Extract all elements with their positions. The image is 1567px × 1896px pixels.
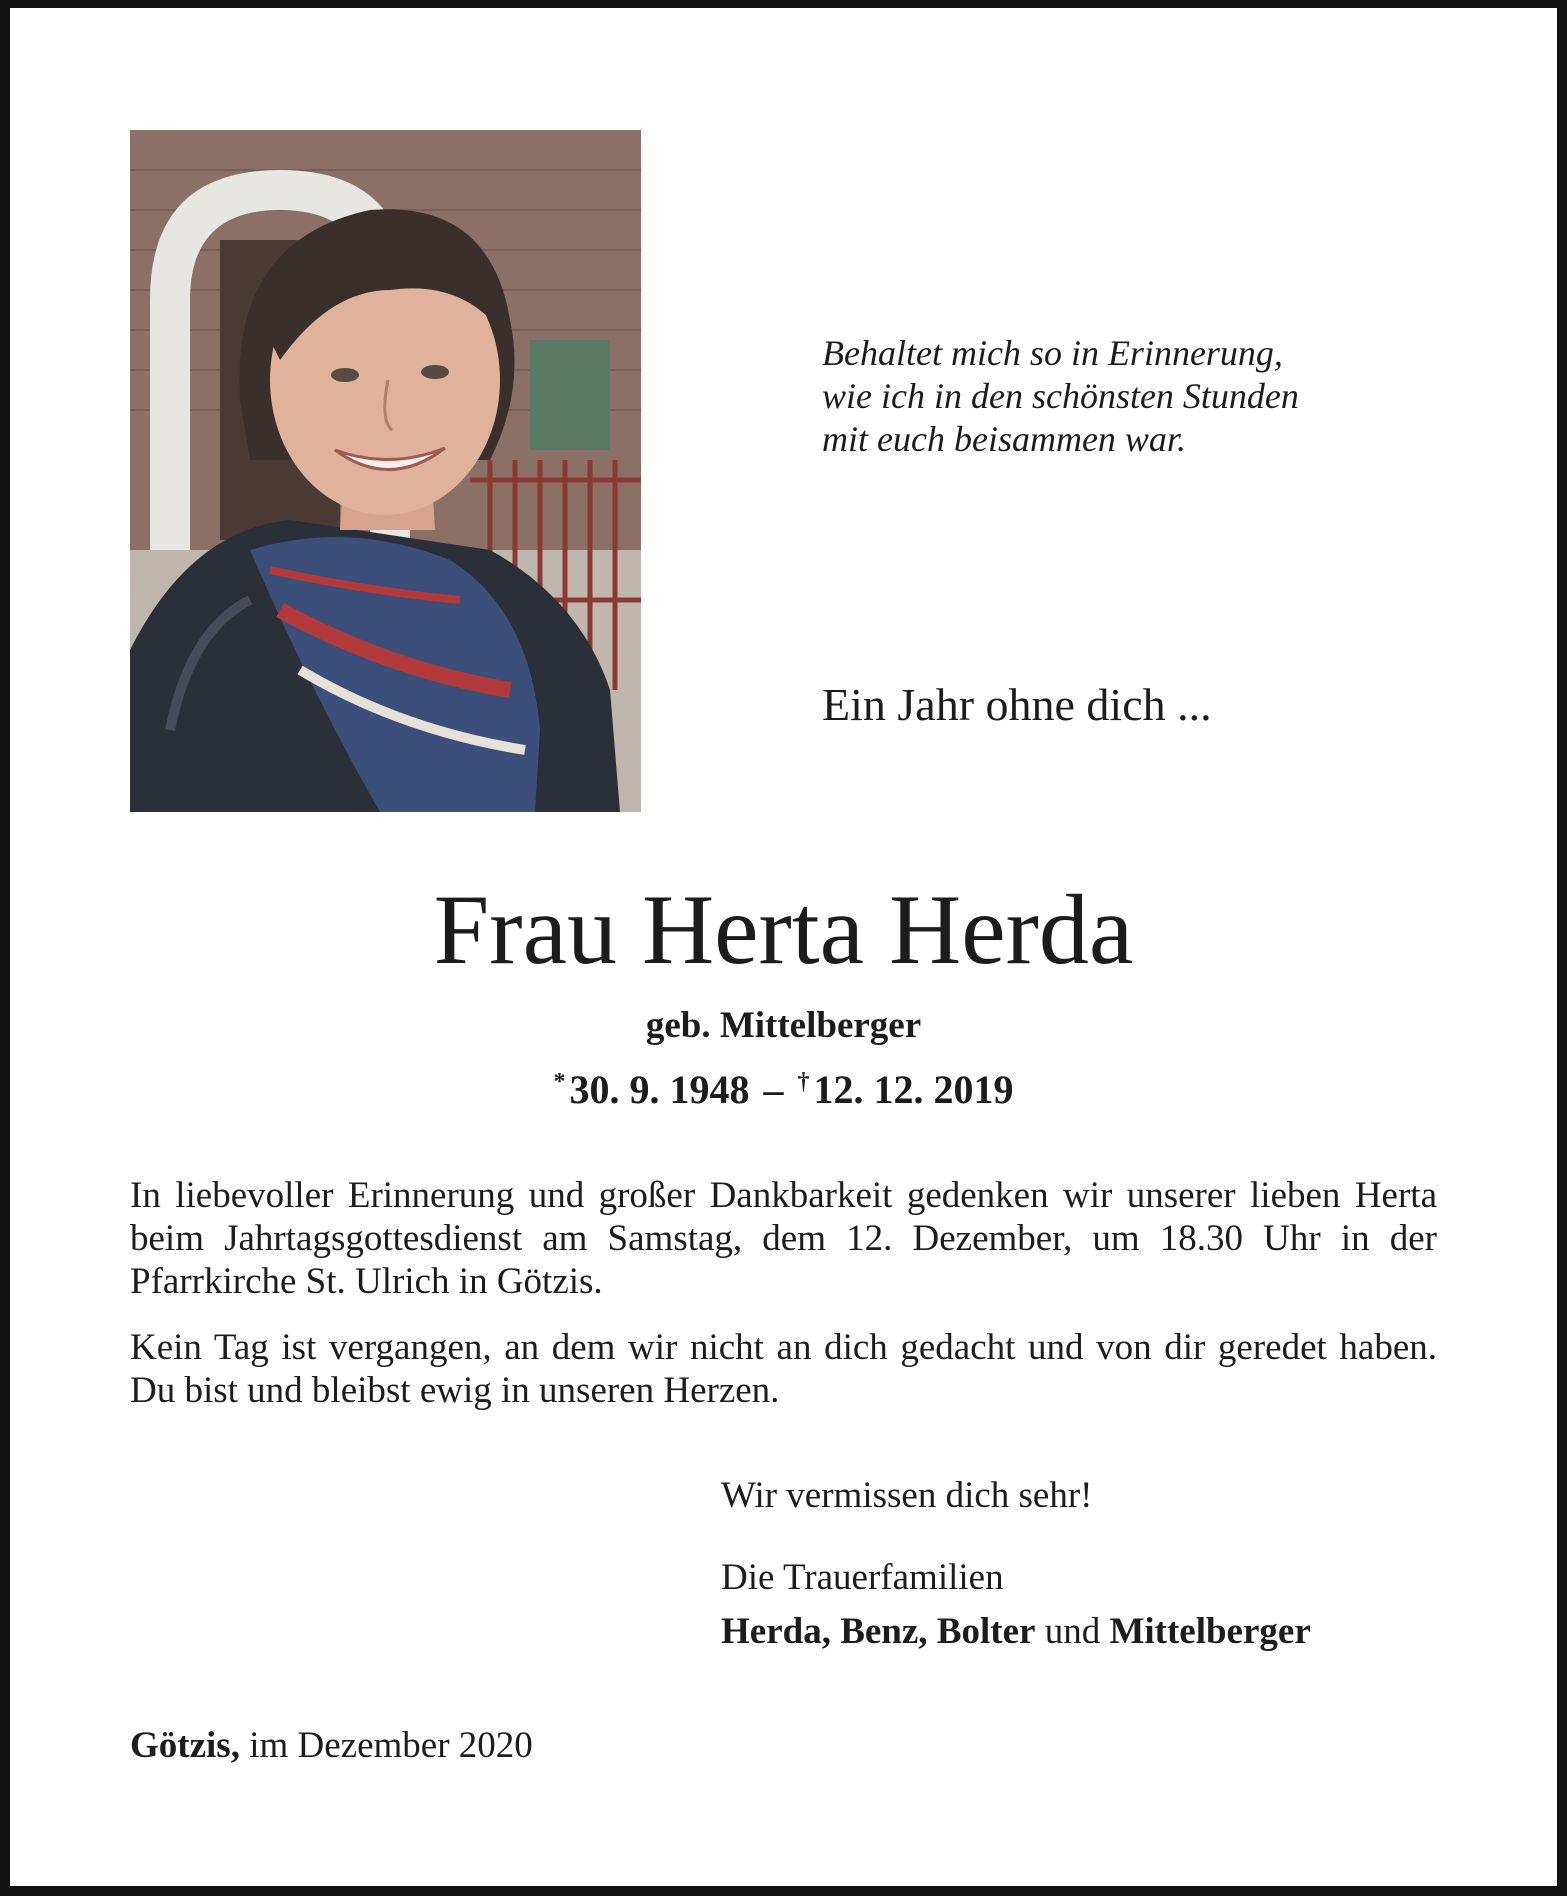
death-symbol: † — [797, 1069, 810, 1095]
family-names — [721, 1610, 1311, 1653]
family-name-benz: Benz, — [840, 1611, 928, 1652]
place-date: im Dezember 2020 — [249, 1725, 533, 1766]
place-and-date — [130, 1724, 533, 1767]
quote-line-3: mit euch beisammen war. — [822, 419, 1186, 459]
quote-line-1: Behaltet mich so in Erinnerung, — [822, 333, 1283, 373]
maiden-name: geb. Mittelberger — [645, 1005, 922, 1046]
death-date: 12. 12. 2019 — [813, 1067, 1014, 1112]
family-name-bolter: Bolter — [936, 1611, 1036, 1652]
quote-line-2: wie ich in den schönsten Stunden — [822, 376, 1299, 416]
deceased-name: Frau Herta Herda — [433, 874, 1134, 985]
family-name-herda: Herda, — [721, 1611, 831, 1652]
year-without-you: Ein Jahr ohne dich ... — [822, 679, 1212, 730]
families-label: Die Trauerfamilien — [721, 1557, 1004, 1598]
date-separator: – — [763, 1067, 784, 1112]
closing-line: Wir vermissen dich sehr! — [721, 1475, 1093, 1516]
birth-date: 30. 9. 1948 — [569, 1067, 750, 1112]
life-dates — [0, 1066, 1567, 1113]
birth-symbol: * — [553, 1069, 566, 1095]
remembrance-paragraph: Kein Tag ist vergangen, an dem wir nicht an dich gedacht und von dir geredet haben. Du bist und bleibst ewig in unseren Herzen. — [130, 1327, 1437, 1411]
family-conjunction: und — [1044, 1611, 1101, 1652]
place-town: Götzis, — [130, 1725, 240, 1766]
memorial-service-paragraph: In liebevoller Erinnerung und großer Dankbarkeit gedenken wir unserer lieben Herta beim Jahrtagsgottesdienst am Samstag, dem 12. Dezember, um 18.30 Uhr in der Pfarrkirche St. Ulrich in Götzis. — [130, 1175, 1437, 1302]
memorial-quote — [822, 332, 1442, 461]
family-name-mittelberger: Mittelberger — [1109, 1611, 1311, 1652]
portrait-photo — [130, 130, 641, 812]
